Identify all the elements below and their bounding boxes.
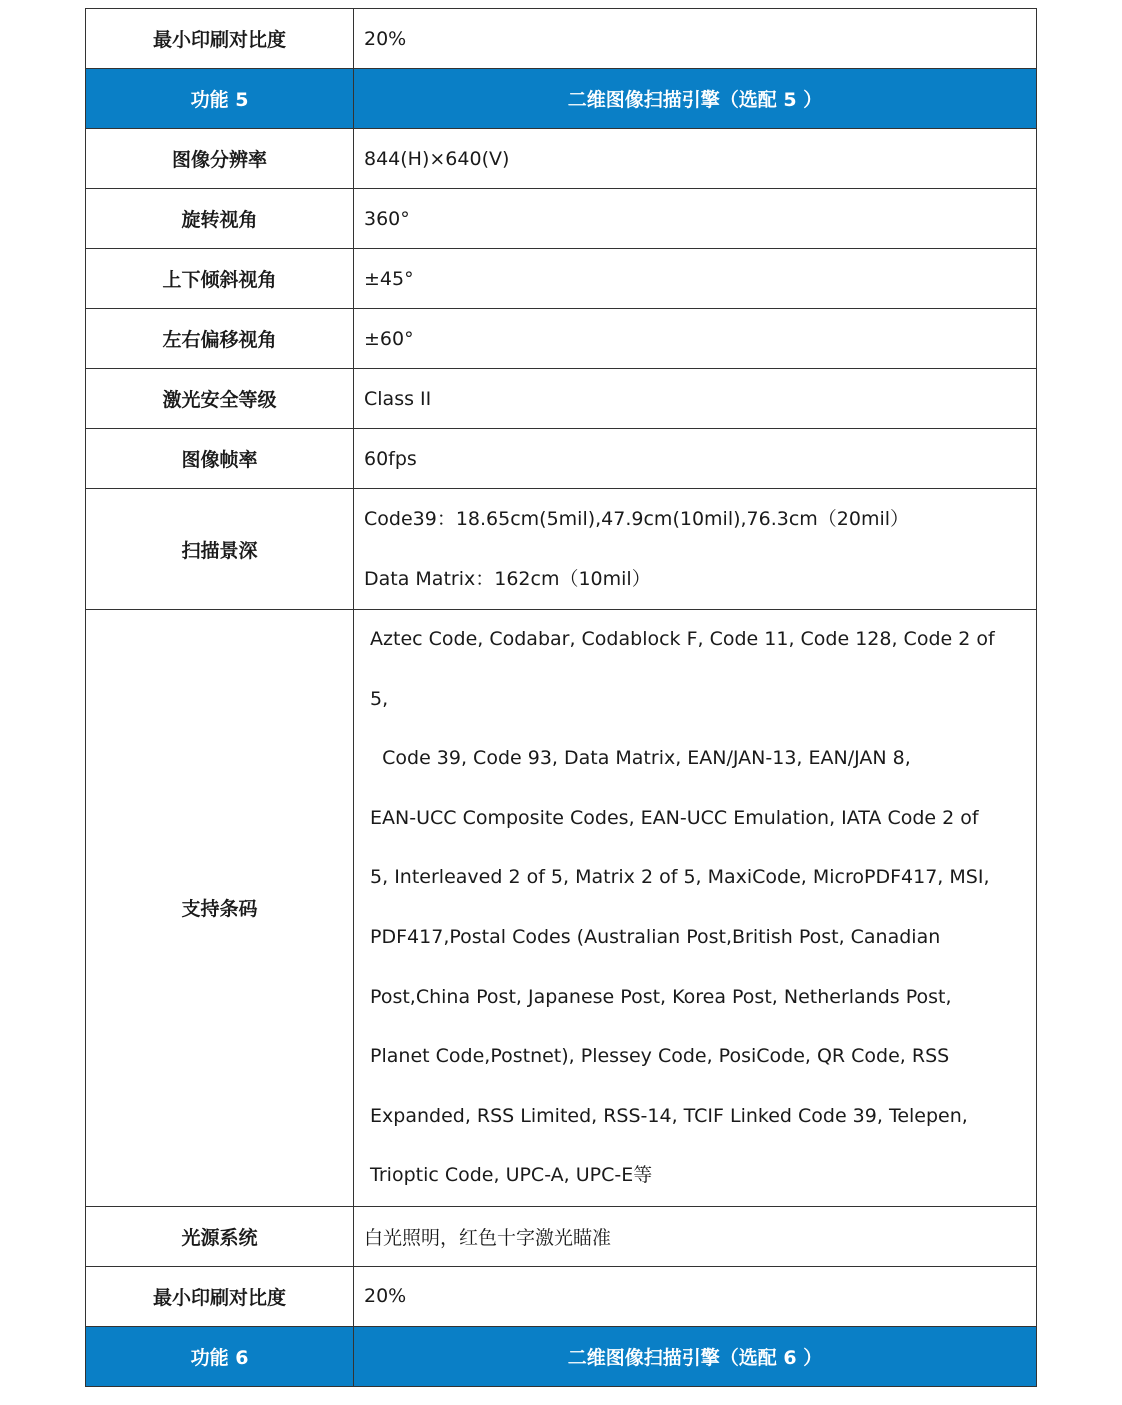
row-label: 旋转视角 — [86, 189, 354, 249]
row-value — [354, 489, 1037, 610]
spec-row-min-print-contrast — [86, 9, 1037, 69]
barcode-line: EAN-UCC Composite Codes, EAN-UCC Emulation, IATA Code 2 of — [364, 806, 979, 829]
row-label: 最小印刷对比度 — [86, 9, 354, 69]
barcode-line: Code 39, Code 93, Data Matrix, EAN/JAN-13, EAN/JAN 8, — [364, 747, 911, 770]
row-value: 844(H)×640(V) — [354, 129, 1037, 189]
spec-row-laser-class — [86, 369, 1037, 429]
spec-row-light-source — [86, 1206, 1037, 1266]
section-header-function-5 — [86, 69, 1037, 129]
spec-row-pitch-angle — [86, 249, 1037, 309]
row-label: 扫描景深 — [86, 489, 354, 610]
section-header-title: 二维图像扫描引擎（选配 5 ） — [354, 69, 1037, 129]
row-value: ±60° — [354, 309, 1037, 369]
spec-row-min-print-contrast-2 — [86, 1266, 1037, 1326]
row-value: 360° — [354, 189, 1037, 249]
barcode-line: 5, — [364, 687, 389, 710]
barcode-list — [354, 610, 1037, 1207]
section-header-function-6 — [86, 1326, 1037, 1386]
spec-table — [85, 8, 1037, 1387]
barcode-line: Post,China Post, Japanese Post, Korea Post, Netherlands Post, — [364, 985, 952, 1008]
spec-row-frame-rate — [86, 429, 1037, 489]
row-label: 左右偏移视角 — [86, 309, 354, 369]
spec-row-rotation-angle — [86, 189, 1037, 249]
row-value: 白光照明，红色十字激光瞄准 — [354, 1206, 1037, 1266]
row-label: 图像帧率 — [86, 429, 354, 489]
spec-row-depth-of-field — [86, 489, 1037, 610]
row-value: 60fps — [354, 429, 1037, 489]
row-label: 激光安全等级 — [86, 369, 354, 429]
row-label: 上下倾斜视角 — [86, 249, 354, 309]
section-header-label: 功能 6 — [86, 1326, 354, 1386]
row-label: 最小印刷对比度 — [86, 1266, 354, 1326]
depth-line-code39: Code39：18.65cm(5mil),47.9cm(10mil),76.3cm（20mil） — [364, 508, 910, 530]
barcode-line: Aztec Code, Codabar, Codablock F, Code 11, Code 128, Code 2 of — [364, 628, 995, 650]
row-value: 20% — [354, 1266, 1037, 1326]
barcode-line: Trioptic Code, UPC-A, UPC-E等 — [364, 1164, 653, 1187]
row-label: 光源系统 — [86, 1206, 354, 1266]
spec-row-image-resolution — [86, 129, 1037, 189]
barcode-line: Expanded, RSS Limited, RSS-14, TCIF Linked Code 39, Telepen, — [364, 1104, 968, 1127]
row-value: ±45° — [354, 249, 1037, 309]
spec-row-skew-angle — [86, 309, 1037, 369]
barcode-line: PDF417,Postal Codes (Australian Post,British Post, Canadian — [364, 925, 941, 948]
row-label: 图像分辨率 — [86, 129, 354, 189]
row-value: Class II — [354, 369, 1037, 429]
row-label: 支持条码 — [86, 610, 354, 1207]
row-value: 20% — [354, 9, 1037, 69]
section-header-label: 功能 5 — [86, 69, 354, 129]
depth-line-datamatrix: Data Matrix：162cm（10mil） — [364, 568, 651, 590]
spec-row-supported-barcodes — [86, 610, 1037, 1207]
section-header-title: 二维图像扫描引擎（选配 6 ） — [354, 1326, 1037, 1386]
barcode-line: 5, Interleaved 2 of 5, Matrix 2 of 5, MaxiCode, MicroPDF417, MSI, — [364, 866, 990, 889]
barcode-line: Planet Code,Postnet), Plessey Code, PosiCode, QR Code, RSS — [364, 1045, 950, 1068]
